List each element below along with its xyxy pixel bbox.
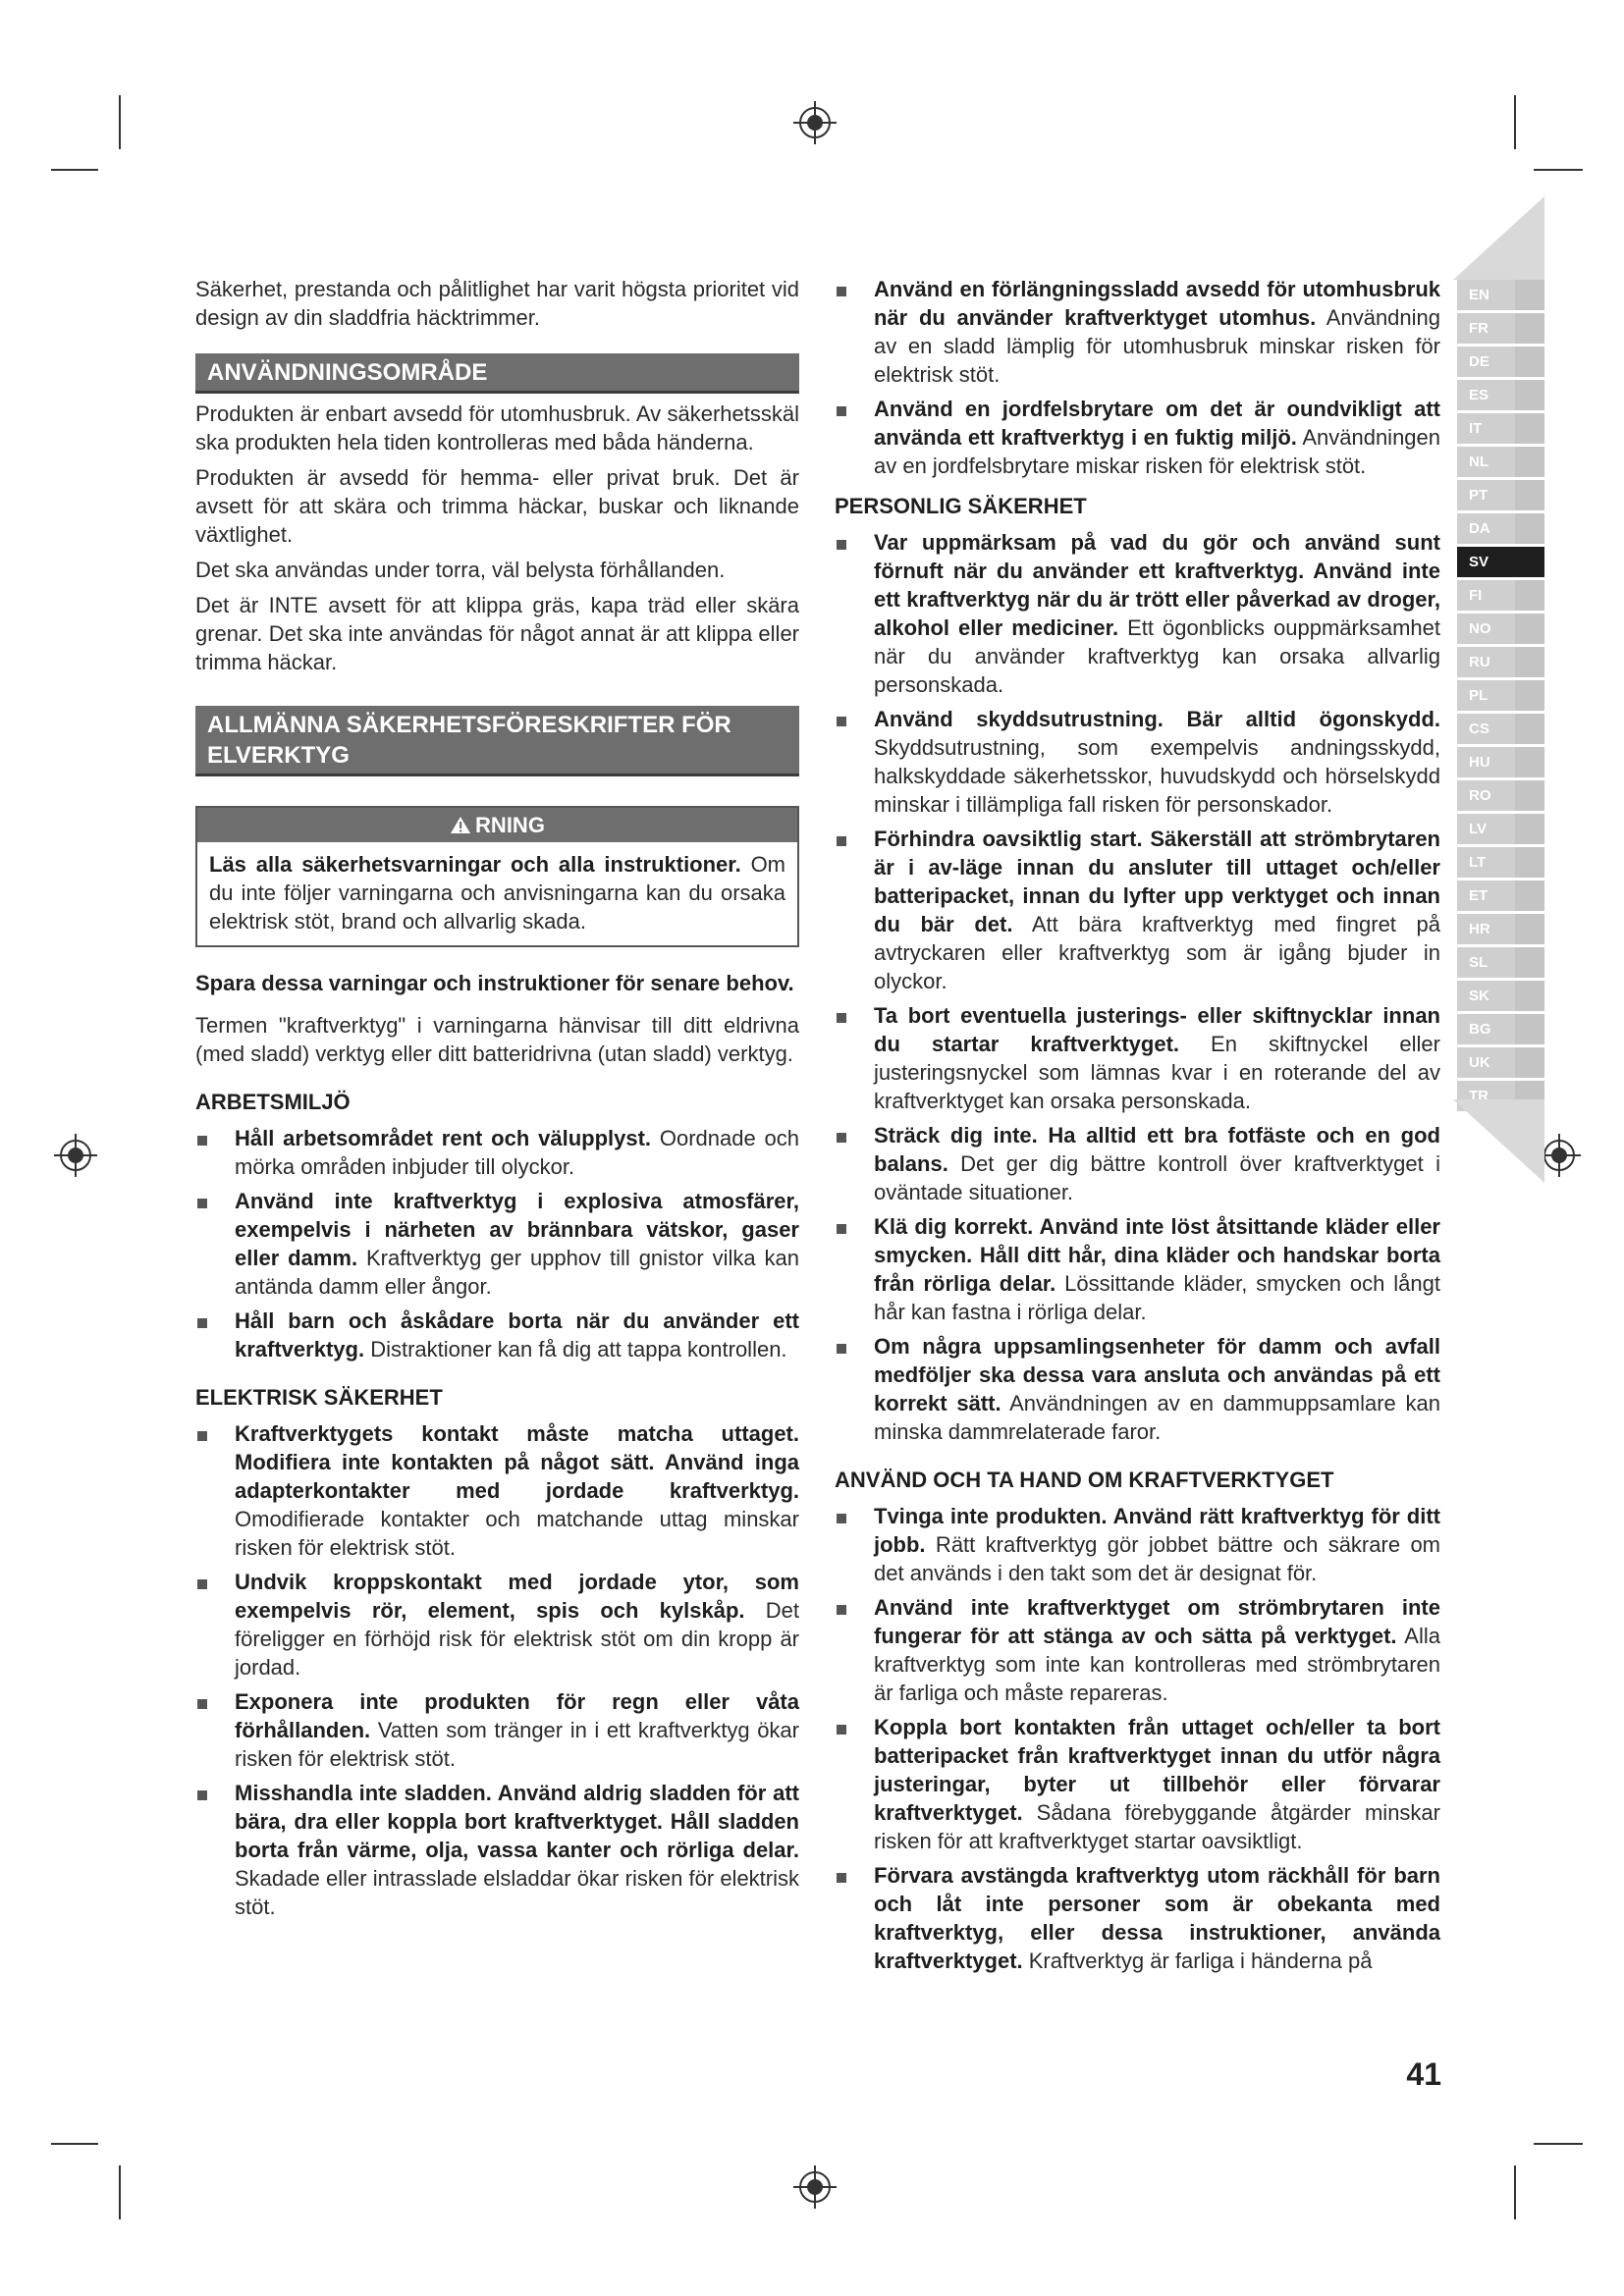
- save-instructions-note: Spara dessa varningar och instruktioner för senare behov.: [195, 971, 794, 995]
- subhead-tool-use-care: ANVÄND OCH TA HAND OM KRAFTVERKTYGET: [835, 1468, 1334, 1492]
- list-item: Klä dig korrekt. Använd inte löst åtsittande kläder eller smycken. Håll ditt hår, dina kläder och handskar borta från rörliga delar. Lössittande kläder, smycken och långt hår kan fastna i rörliga delar.: [835, 1212, 1440, 1326]
- page-number: 41: [1406, 2056, 1441, 2092]
- language-tab-pl[interactable]: PL: [1457, 680, 1544, 711]
- crop-mark: [1514, 95, 1516, 149]
- language-tab-decoration-bottom: [1453, 1099, 1544, 1183]
- list-item: Koppla bort kontakten från uttaget och/eller ta bort batteripacket från kraftverktyget innan du utför några justeringar, byter ut tillbehör eller förvarar kraftverktyget. Sådana förebyggande åtgärder minskar risken för att kraftverktyget startar oavsiktligt.: [835, 1713, 1440, 1855]
- crop-mark: [119, 95, 121, 149]
- language-tab-bg[interactable]: BG: [1457, 1014, 1544, 1044]
- registration-mark-icon: [54, 1134, 97, 1177]
- language-tab-tr[interactable]: TR: [1457, 1081, 1544, 1111]
- list-item: Tvinga inte produkten. Använd rätt kraftverktyg för ditt jobb. Rätt kraftverktyg gör jobbet bättre och säkrare om det används i den takt som det är designat för.: [835, 1502, 1440, 1587]
- warning-title: RNING: [475, 813, 545, 837]
- warning-body: [197, 842, 797, 945]
- list-item: Använd inte kraftverktyget om strömbrytaren inte fungerar för att stänga av och sätta på verktyget. Alla kraftverktyg som inte kan kontrolleras med strömbrytaren är farliga och måste repareras.: [835, 1593, 1440, 1707]
- crop-mark: [1534, 169, 1583, 171]
- language-tab-sk[interactable]: SK: [1457, 981, 1544, 1011]
- language-tab-lv[interactable]: LV: [1457, 814, 1544, 844]
- electrical-safety-list: [195, 1419, 799, 1921]
- list-item: Kraftverktygets kontakt måste matcha uttaget. Modifiera inte kontakten på något sätt. Använd inga adapterkontakter med jordade kraftverktyg. Omodifierade kontakter och matchande uttag minskar risken för elektrisk stöt.: [195, 1419, 799, 1562]
- language-tab-ro[interactable]: RO: [1457, 780, 1544, 811]
- section-title-general-safety: ALLMÄNNA SÄKERHETSFÖRESKRIFTER FÖR ELVERKTYG: [195, 706, 799, 776]
- warning-header: [197, 808, 797, 842]
- language-tab-de[interactable]: DE: [1457, 347, 1544, 377]
- subhead-work-area: ARBETSMILJÖ: [195, 1090, 351, 1114]
- list-item: Håll barn och åskådare borta när du använder ett kraftverktyg. Distraktioner kan få dig att tappa kontrollen.: [195, 1307, 799, 1363]
- registration-mark-icon: [793, 101, 837, 144]
- crop-mark: [119, 2165, 121, 2219]
- personal-safety-list: [835, 528, 1440, 1446]
- tool-use-list: [835, 1502, 1440, 1975]
- warning-text: Om du inte följer varningarna och anvisningarna kan du orsaka elektrisk stöt, brand och allvarlig skada.: [209, 852, 786, 934]
- list-item: Ta bort eventuella justerings- eller skiftnycklar innan du startar kraftverktyget. En skiftnyckel eller justeringsnyckel som lämnas kvar i en roterande del av kraftverktyget kan orsaka personskada.: [835, 1001, 1440, 1115]
- list-item: Håll arbetsområdet rent och välupplyst. Oordnade och mörka områden inbjuder till olyckor.: [195, 1124, 799, 1181]
- list-item: Förhindra oavsiktlig start. Säkerställ att strömbrytaren är i av-läge innan du ansluter till uttaget och/eller batteripacket, innan du lyfter upp verktyget och innan du bär det. Att bära kraftverktyg med fingret på avtryckaren eller kraftverktyg som är igång bjuder in olyckor.: [835, 825, 1440, 995]
- language-tabs: [1457, 280, 1544, 1114]
- usage-paragraph: Det är INTE avsett för att klippa gräs, kapa träd eller skära grenar. Det ska inte användas för något annat är att klippa eller trimma häckar.: [195, 593, 799, 674]
- work-area-list: [195, 1124, 799, 1363]
- language-tab-it[interactable]: IT: [1457, 413, 1544, 444]
- section-title-usage: ANVÄNDNINGSOMRÅDE: [195, 353, 799, 394]
- right-column: [835, 275, 1440, 1981]
- language-tab-uk[interactable]: UK: [1457, 1047, 1544, 1078]
- list-item: Misshandla inte sladden. Använd aldrig sladden för att bära, dra eller koppla bort kraftverktyget. Håll sladden borta från värme, olja, vassa kanter och rörliga delar. Skadade eller intrasslade elsladdar ökar risken för elektrisk stöt.: [195, 1779, 799, 1921]
- warning-triangle-icon: [450, 816, 471, 834]
- language-tab-sl[interactable]: SL: [1457, 947, 1544, 978]
- term-definition-paragraph: Termen "kraftverktyg" i varningarna hänvisar till ditt eldrivna (med sladd) verktyg eller ditt batteridrivna (utan sladd) verktyg.: [195, 1013, 799, 1066]
- electrical-safety-list-continued: [835, 275, 1440, 480]
- language-tab-fr[interactable]: FR: [1457, 313, 1544, 344]
- list-item: Exponera inte produkten för regn eller våta förhållanden. Vatten som tränger in i ett kraftverktyg ökar risken för elektrisk stöt.: [195, 1687, 799, 1773]
- language-tab-cs[interactable]: CS: [1457, 714, 1544, 744]
- left-column: [195, 275, 799, 1927]
- list-item: Använd en förlängningssladd avsedd för utomhusbruk när du använder kraftverktyget utomhus. Användning av en sladd lämplig för utomhusbruk minskar risken för elektrisk stöt.: [835, 275, 1440, 389]
- usage-paragraph: Produkten är enbart avsedd för utomhusbruk. Av säkerhetsskäl ska produkten hela tiden kontrolleras med båda händerna.: [195, 401, 799, 454]
- language-tab-sv[interactable]: SV: [1457, 547, 1544, 577]
- language-tab-et[interactable]: ET: [1457, 881, 1544, 911]
- list-item: Använd inte kraftverktyg i explosiva atmosfärer, exempelvis i närheten av brännbara vätskor, gaser eller damm. Kraftverktyg ger upphov till gnistor vilka kan antända damm eller ångor.: [195, 1187, 799, 1301]
- usage-paragraph: Det ska användas under torra, väl belysta förhållanden.: [195, 558, 726, 582]
- crop-mark: [51, 169, 98, 171]
- usage-paragraph: Produkten är avsedd för hemma- eller privat bruk. Det är avsett för att skära och trimma häckar, buskar och liknande växtlighet.: [195, 465, 799, 547]
- list-item: Undvik kroppskontakt med jordade ytor, som exempelvis rör, element, spis och kylskåp. Det föreligger en förhöjd risk för elektrisk stöt om din kropp är jordad.: [195, 1568, 799, 1682]
- list-item: Var uppmärksam på vad du gör och använd sunt förnuft när du använder ett kraftverktyg. Använd inte ett kraftverktyg när du är trött eller påverkad av droger, alkohol eller mediciner. Ett ögonblicks ouppmärksamhet när du använder kraftverktyg kan orsaka allvarlig personskada.: [835, 528, 1440, 699]
- list-item: Använd skyddsutrustning. Bär alltid ögonskydd. Skyddsutrustning, som exempelvis andningsskydd, halkskyddade säkerhetsskor, huvudskydd och hörselskydd minskar i tillämpliga fall risken för personskador.: [835, 705, 1440, 819]
- language-tab-hu[interactable]: HU: [1457, 747, 1544, 777]
- language-tab-decoration-top: [1453, 196, 1544, 280]
- language-tab-pt[interactable]: PT: [1457, 480, 1544, 510]
- crop-mark: [1534, 2143, 1583, 2145]
- warning-bold-text: Läs alla säkerhetsvarningar och alla instruktioner.: [209, 852, 741, 877]
- language-tab-no[interactable]: NO: [1457, 614, 1544, 644]
- crop-mark: [1514, 2165, 1516, 2219]
- list-item: Sträck dig inte. Ha alltid ett bra fotfäste och en god balans. Det ger dig bättre kontroll över kraftverktyget i oväntade situationer.: [835, 1121, 1440, 1206]
- intro-paragraph: Säkerhet, prestanda och pålitlighet har varit högsta prioritet vid design av din sladdfria häcktrimmer.: [195, 277, 799, 330]
- language-tab-hr[interactable]: HR: [1457, 914, 1544, 944]
- registration-mark-icon: [793, 2165, 837, 2209]
- language-tab-lt[interactable]: LT: [1457, 847, 1544, 878]
- list-item: Förvara avstängda kraftverktyg utom räckhåll för barn och låt inte personer som är obekanta med kraftverktyg, eller dessa instruktioner, använda kraftverktyget. Kraftverktyg är farliga i händerna på: [835, 1861, 1440, 1975]
- language-tab-es[interactable]: ES: [1457, 380, 1544, 410]
- warning-box: [195, 806, 799, 947]
- language-tab-nl[interactable]: NL: [1457, 447, 1544, 477]
- language-tab-da[interactable]: DA: [1457, 513, 1544, 544]
- list-item: Om några uppsamlingsenheter för damm och avfall medföljer ska dessa vara ansluta och användas på ett korrekt sätt. Användningen av en dammuppsamlare kan minska dammrelaterade faror.: [835, 1332, 1440, 1446]
- language-tab-fi[interactable]: FI: [1457, 580, 1544, 611]
- subhead-electrical-safety: ELEKTRISK SÄKERHET: [195, 1385, 443, 1410]
- list-item: Använd en jordfelsbrytare om det är oundvikligt att använda ett kraftverktyg i en fuktig miljö. Användningen av en jordfelsbrytare miskar risken för elektrisk stöt.: [835, 395, 1440, 480]
- language-tab-en[interactable]: EN: [1457, 280, 1544, 310]
- subhead-personal-safety: PERSONLIG SÄKERHET: [835, 494, 1087, 518]
- language-tab-ru[interactable]: RU: [1457, 647, 1544, 677]
- crop-mark: [51, 2143, 98, 2145]
